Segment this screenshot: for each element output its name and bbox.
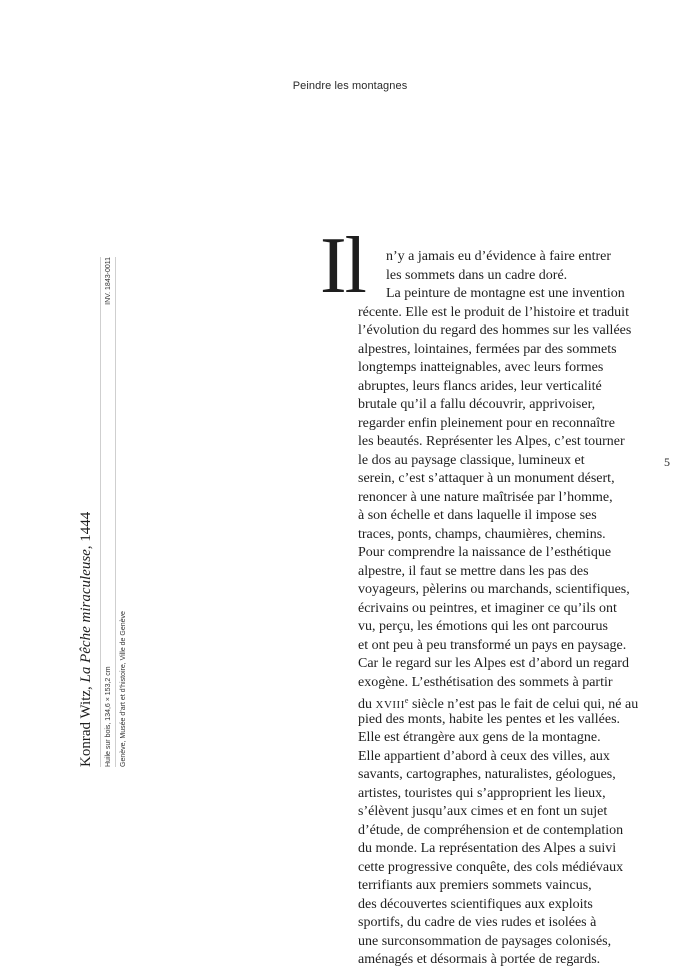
article-line: longtemps inatteignables, avec leurs formes [358, 360, 604, 375]
drop-cap: Il [320, 222, 365, 310]
article-line: Elle appartient d’abord à ceux des villes, aux [358, 748, 610, 764]
caption-inventory: INV. 1843-0011 [105, 257, 112, 305]
century-suffix: e [404, 696, 409, 705]
article-line: exogène. L’esthétisation des sommets à partir [358, 674, 613, 690]
article-line: une surconsommation de paysages colonisés, [358, 933, 612, 949]
caption-artwork-title: La Pêche miraculeuse, [78, 545, 94, 683]
article-line: aménagés et désormais à portée de regards. [358, 952, 601, 967]
caption-rule-2 [115, 257, 116, 767]
caption-rule [100, 257, 101, 767]
article-line: voyageurs, pèlerins ou marchands, scientifiques, [358, 582, 630, 597]
article-line: vu, perçu, les émotions qui les ont parcourus [358, 619, 609, 634]
article-line: artistes, touristes qui s’approprient les lieux, [358, 785, 606, 801]
caption-medium: Huile sur bois, 134,6 × 153,2 cm [105, 666, 112, 767]
century-roman: XVIII [375, 699, 405, 711]
caption-collection: Genève, Musée d’art et d’histoire, Ville de Genève [120, 611, 127, 767]
article-line: Car le regard sur les Alpes est d’abord un regard [358, 656, 629, 671]
article-line: serein, c’est s’attaquer à un monument désert, [358, 471, 615, 486]
article-line: récente. Elle est le produit de l’histoire et traduit [358, 304, 629, 320]
article-line: abruptes, leurs flancs arides, leur verticalité [358, 378, 602, 394]
article-line: Pour comprendre la naissance de l’esthétique [358, 545, 612, 560]
article-line: brutale qu’il a fallu découvrir, apprivoiser, [358, 397, 596, 412]
article-line: regarder enfin pleinement pour en reconnaître [358, 415, 615, 431]
article-line-end: siècle n’est pas le fait de celui qui, né au [408, 697, 639, 712]
caption-title [76, 512, 96, 767]
article-line: à son échelle et dans laquelle il impose ses [358, 508, 597, 523]
article-line: s’élèvent jusqu’aux cimes et en font un sujet [358, 804, 608, 819]
article-line: La peinture de montagne est une invention [386, 286, 625, 301]
article-line: d’étude, de compréhension et de contemplation [358, 822, 624, 838]
article-line: des découvertes scientifiques aux exploits [358, 896, 593, 912]
article-line: et ont peu à peu transformé un pays en paysage. [358, 637, 627, 653]
page-number: 5 [664, 455, 670, 469]
article-line: alpestre, il faut se mettre dans les pas des [358, 563, 589, 579]
article-line: terrifiants aux premiers sommets vaincus, [358, 878, 592, 893]
article-line: renoncer à une nature maîtrisée par l’homme, [358, 489, 613, 505]
figure-caption [76, 247, 126, 767]
article-line: traces, ponts, champs, chaumières, chemins. [358, 526, 606, 542]
article-line: alpestres, lointaines, fermées par des sommets [358, 341, 617, 357]
article-line: cette progressive conquête, des cols médiévaux [358, 859, 624, 875]
article-line: le dos au paysage classique, lumineux et [358, 452, 585, 468]
article-line: sportifs, du cadre de vies rudes et isolées à [358, 915, 597, 930]
article-line: l’évolution du regard des hommes sur les vallées [358, 323, 632, 338]
article-line [358, 692, 658, 711]
article-line: pied des monts, habite les pentes et les vallées. [358, 711, 621, 727]
caption-artist: Konrad Witz, [78, 686, 94, 767]
article-body [358, 248, 658, 970]
article-line: du monde. La représentation des Alpes a suivi [358, 841, 617, 856]
running-title: Peindre les montagnes [292, 80, 408, 92]
article-line: n’y a jamais eu d’évidence à faire entrer [386, 249, 612, 264]
article-line: écrivains ou peintres, et imaginer ce qu’ils ont [358, 600, 617, 616]
article-line: savants, cartographes, naturalistes, géologues, [358, 767, 616, 782]
article-line: les sommets dans un cadre doré. [386, 267, 568, 283]
article-line-start: du [358, 697, 372, 712]
article-line: Elle est étrangère aux gens de la montagne. [358, 730, 601, 745]
caption-year: 1444 [78, 511, 94, 542]
article-line: les beautés. Représenter les Alpes, c’est tourner [358, 434, 625, 449]
